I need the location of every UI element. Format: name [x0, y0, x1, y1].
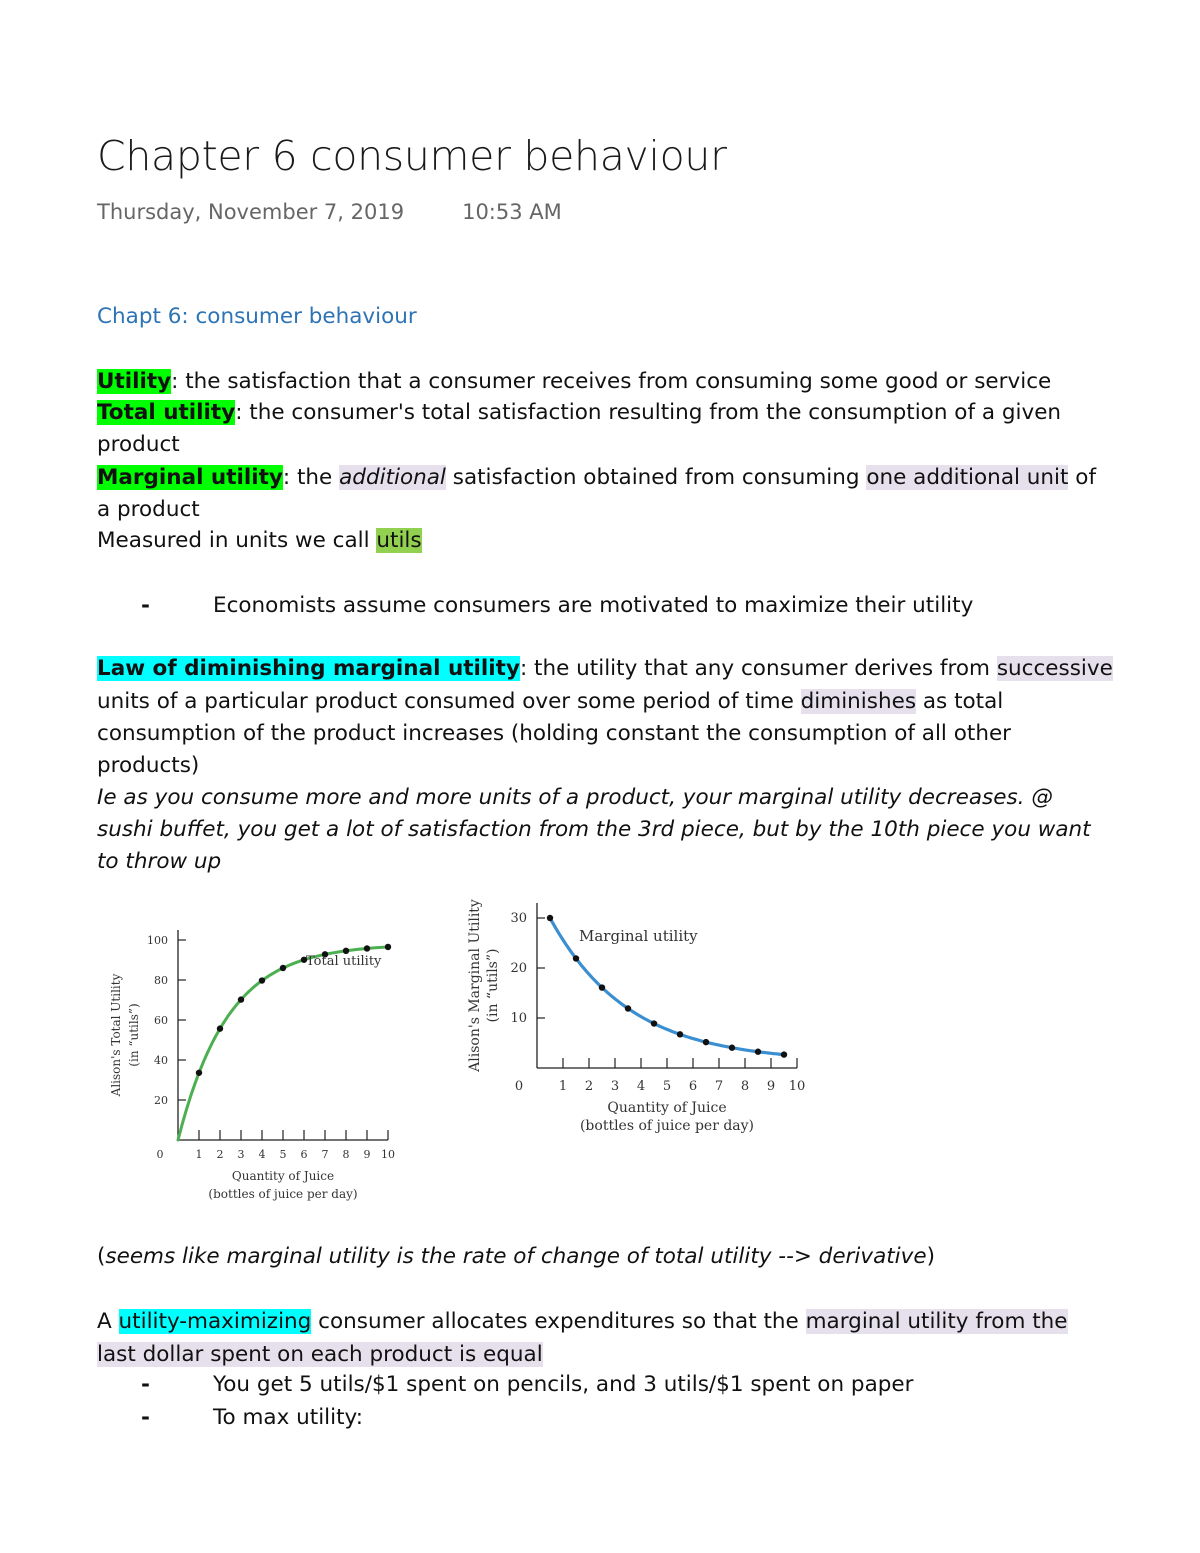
bullet-dash: - — [141, 593, 150, 618]
data-point — [573, 955, 579, 961]
total-utility-term: Total utility — [97, 400, 236, 425]
law-text-line3: consumption of the product increases (holding constant the consumption of all other — [97, 721, 1012, 746]
law-example-line3: to throw up — [97, 849, 222, 874]
max-text-b: consumer allocates expenditures so that the — [311, 1309, 806, 1334]
marginal-utility-text-cont: a product — [97, 497, 200, 522]
derivative-note — [97, 1241, 935, 1273]
law-term: Law of diminishing marginal utility — [97, 656, 520, 681]
y-tick-label: 100 — [147, 934, 168, 947]
derivative-text: seems like marginal utility is the rate of change of total utility --> derivative — [105, 1244, 927, 1269]
measured-line — [97, 525, 422, 557]
x-tick-label: 4 — [258, 1148, 266, 1161]
series-line — [178, 947, 388, 1140]
data-point — [196, 1070, 202, 1076]
bullet-dash: - — [141, 1405, 150, 1430]
law-text-b: units of a particular product consumed over some period of time — [97, 689, 801, 714]
x-tick-label: 2 — [216, 1148, 224, 1161]
note-date: Thursday, November 7, 2019 — [97, 200, 405, 224]
marginal-utility-term: Marginal utility — [97, 465, 283, 490]
data-point — [599, 984, 605, 990]
marginal-text-a: : the — [282, 465, 340, 490]
series-label: Marginal utility — [579, 927, 698, 945]
marginal-text-b: satisfaction obtained from consuming — [445, 465, 867, 490]
total-utility-text: : the consumer's total satisfaction resulting from the consumption of a given — [235, 400, 1062, 425]
y-tick-label: 40 — [154, 1054, 168, 1067]
bullet-text: To max utility: — [213, 1405, 363, 1430]
total-utility-text-cont: product — [97, 432, 180, 457]
marginal-text-c: of — [1068, 465, 1097, 490]
diminishes-word: diminishes — [800, 689, 917, 714]
y-axis-sublabel: (in “utils”) — [485, 948, 501, 1023]
data-point — [755, 1049, 761, 1055]
x-tick-label: 8 — [740, 1079, 750, 1094]
x-tick-label: 6 — [688, 1079, 698, 1094]
x-tick-label: 10 — [788, 1079, 806, 1094]
bullet-max-utility — [141, 1402, 363, 1434]
x-tick-label: 9 — [363, 1148, 371, 1161]
x-tick-label: 0 — [514, 1079, 524, 1094]
x-tick-label: 3 — [610, 1079, 620, 1094]
y-axis-sublabel: (in “utils”) — [127, 1003, 141, 1067]
max-text-a: A — [97, 1309, 119, 1334]
x-tick-label: 9 — [766, 1079, 776, 1094]
x-tick-label: 1 — [558, 1079, 568, 1094]
maximizing-line2 — [97, 1339, 543, 1371]
x-tick-label: 0 — [156, 1148, 164, 1161]
marginal-utility-chart — [455, 885, 835, 1155]
data-point — [385, 944, 391, 950]
x-tick-label: 5 — [279, 1148, 287, 1161]
max-highlight-2: last dollar spent on each product is equal — [97, 1342, 543, 1367]
utility-term: Utility — [97, 369, 172, 394]
law-example-line2: sushi buffet, you get a lot of satisfaction from the 3rd piece, but by the 10th piece you want — [97, 817, 1091, 842]
additional-word: additional — [339, 465, 446, 490]
x-axis-label: Quantity of Juice — [607, 1100, 727, 1116]
bullet-dash: - — [141, 1372, 150, 1397]
x-tick-label: 4 — [636, 1079, 646, 1094]
y-tick-label: 20 — [154, 1094, 168, 1107]
marginal-utility-definition — [97, 462, 1096, 494]
series-label: Total utility — [306, 954, 382, 969]
utility-definition — [97, 366, 1051, 398]
date-line — [97, 200, 562, 224]
x-tick-label: 8 — [342, 1148, 350, 1161]
y-axis-label: Alison's Total Utility — [109, 973, 123, 1097]
max-highlight-1: marginal utility from the — [805, 1309, 1068, 1334]
note-time: 10:53 AM — [462, 200, 562, 224]
x-tick-label: 10 — [381, 1148, 395, 1161]
total-utility-definition — [97, 397, 1061, 429]
section-heading: Chapt 6: consumer behaviour — [97, 304, 417, 329]
x-axis-sublabel: (bottles of juice per day) — [208, 1187, 358, 1201]
x-tick-label: 5 — [662, 1079, 672, 1094]
data-point — [547, 915, 553, 921]
data-point — [238, 996, 244, 1002]
bullet-text: You get 5 utils/$1 spent on pencils, and 3 utils/$1 spent on paper — [213, 1372, 914, 1397]
x-tick-label: 7 — [321, 1148, 329, 1161]
data-point — [217, 1025, 223, 1031]
total-utility-chart — [100, 890, 420, 1210]
x-axis-sublabel: (bottles of juice per day) — [579, 1118, 755, 1134]
x-axis-label: Quantity of Juice — [231, 1169, 335, 1183]
one-additional-unit: one additional unit — [866, 465, 1069, 490]
bullet-text: Economists assume consumers are motivated to maximize their utility — [213, 593, 974, 618]
data-point — [280, 965, 286, 971]
y-axis-label: Alison's Marginal Utility — [467, 899, 483, 1072]
x-tick-label: 1 — [195, 1148, 203, 1161]
bullet-pencils — [141, 1369, 913, 1401]
law-example-line1: Ie as you consume more and more units of a product, your marginal utility decreases. @ — [97, 785, 1053, 810]
law-text-a: : the utility that any consumer derives from — [519, 656, 997, 681]
data-point — [703, 1039, 709, 1045]
x-tick-label: 7 — [714, 1079, 724, 1094]
utility-maximizing-term: utility-maximizing — [118, 1309, 312, 1334]
y-tick-label: 30 — [510, 911, 527, 926]
data-point — [364, 945, 370, 951]
law-text-line2 — [97, 686, 1003, 718]
x-tick-label: 3 — [237, 1148, 245, 1161]
law-text-line4: products) — [97, 753, 200, 778]
x-tick-label: 2 — [584, 1079, 594, 1094]
x-tick-label: 6 — [300, 1148, 308, 1161]
derivative-close: ) — [926, 1244, 936, 1269]
measured-text: Measured in units we call — [97, 528, 377, 553]
y-tick-label: 20 — [510, 961, 527, 976]
successive-word: successive — [996, 656, 1113, 681]
data-point — [625, 1005, 631, 1011]
law-definition — [97, 653, 1113, 685]
y-tick-label: 60 — [154, 1014, 168, 1027]
data-point — [259, 977, 265, 983]
y-tick-label: 80 — [154, 974, 168, 987]
data-point — [651, 1020, 657, 1026]
data-point — [729, 1045, 735, 1051]
data-point — [781, 1051, 787, 1057]
page-title: Chapter 6 consumer behaviour — [97, 132, 727, 180]
maximizing-definition — [97, 1306, 1068, 1338]
law-text-c: as total — [916, 689, 1004, 714]
y-tick-label: 10 — [510, 1011, 527, 1026]
data-point — [677, 1031, 683, 1037]
utils-word: utils — [376, 528, 422, 553]
derivative-open: ( — [97, 1244, 106, 1269]
utility-text: : the satisfaction that a consumer receives from consuming some good or service — [171, 369, 1052, 394]
bullet-economists — [141, 590, 973, 622]
